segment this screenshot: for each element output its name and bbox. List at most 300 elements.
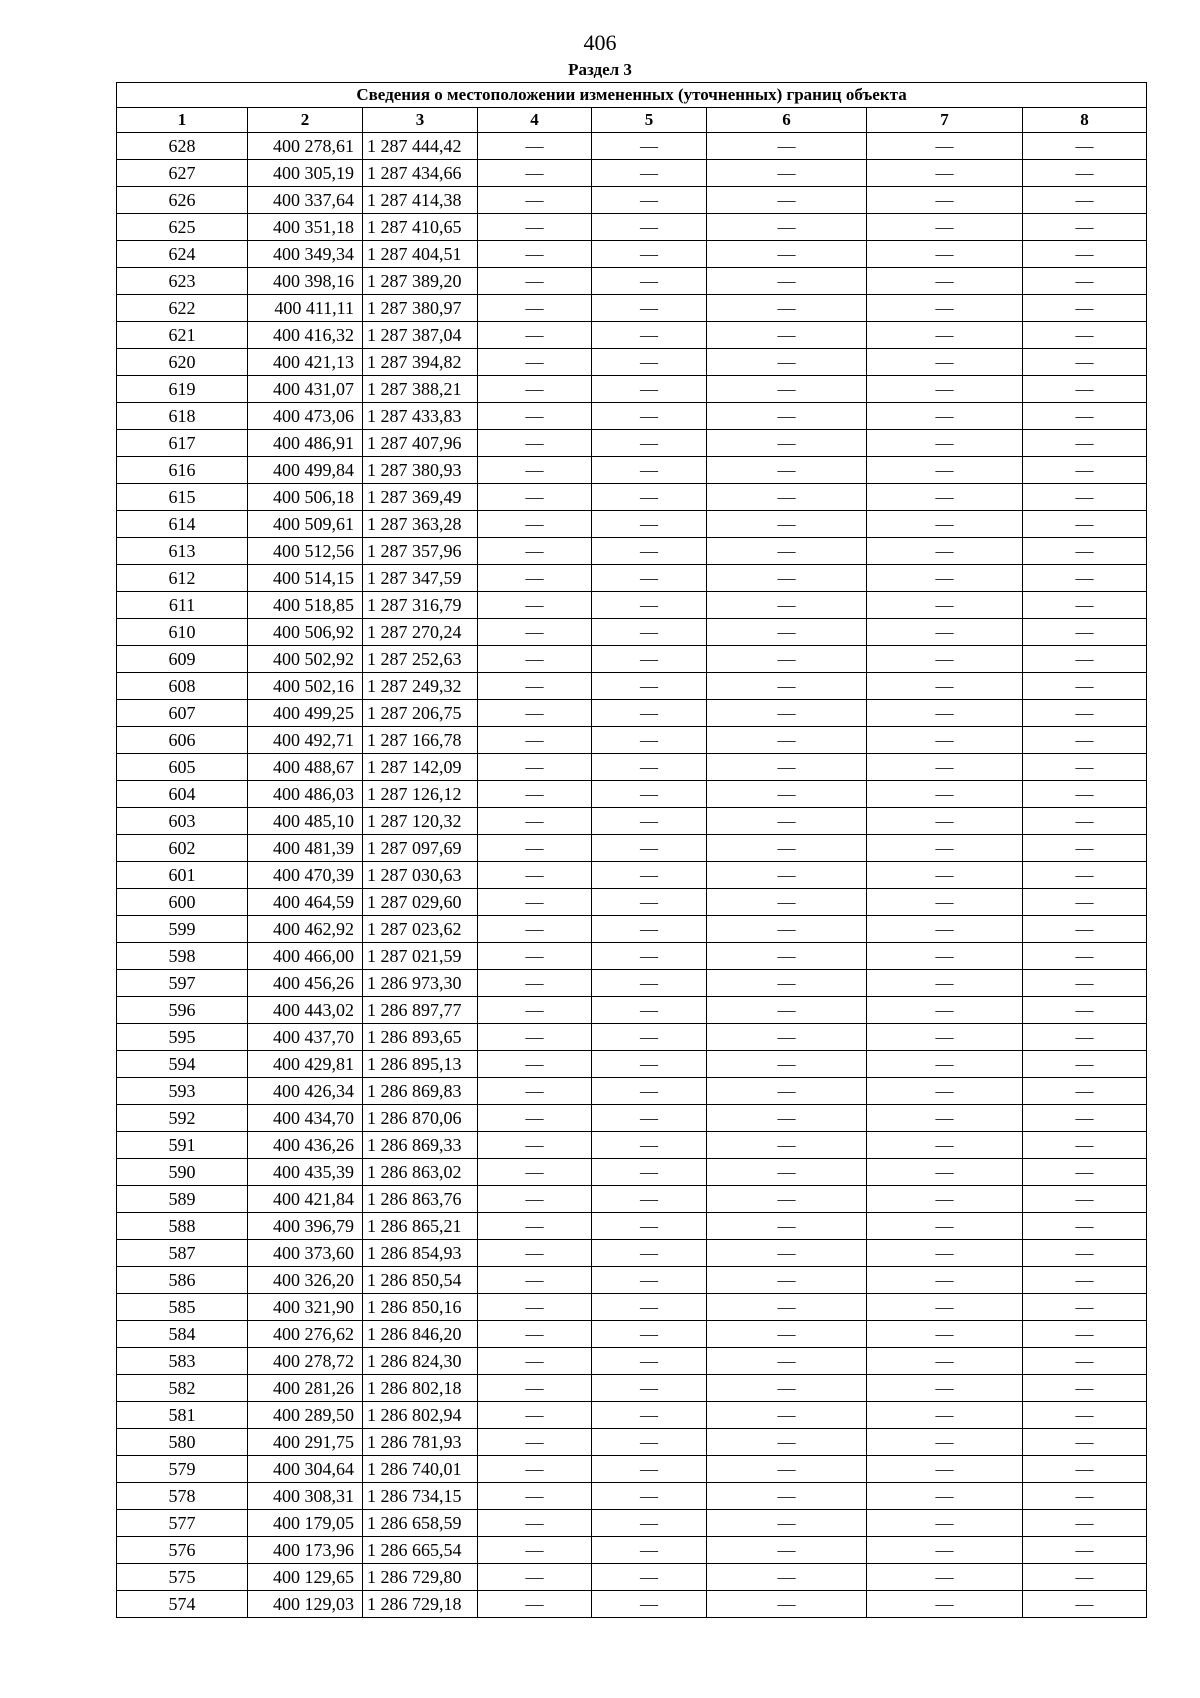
col7-cell: — (867, 1348, 1023, 1375)
col5-cell: — (592, 700, 707, 727)
col7-cell: — (867, 1240, 1023, 1267)
col6-cell: — (707, 1348, 867, 1375)
y-coordinate-cell: 1 286 850,16 (363, 1294, 478, 1321)
point-number-cell: 601 (117, 862, 248, 889)
col7-cell: — (867, 511, 1023, 538)
y-coordinate-cell: 1 286 863,02 (363, 1159, 478, 1186)
column-number: 1 (117, 108, 248, 133)
x-coordinate-cell: 400 326,20 (248, 1267, 363, 1294)
y-coordinate-cell: 1 286 854,93 (363, 1240, 478, 1267)
col7-cell: — (867, 781, 1023, 808)
col4-cell: — (478, 592, 592, 619)
col7-cell: — (867, 295, 1023, 322)
y-coordinate-cell: 1 287 434,66 (363, 160, 478, 187)
point-number-cell: 606 (117, 727, 248, 754)
y-coordinate-cell: 1 287 120,32 (363, 808, 478, 835)
col5-cell: — (592, 565, 707, 592)
table-row (117, 916, 1147, 943)
col5-cell: — (592, 1105, 707, 1132)
table-row (117, 538, 1147, 565)
col6-cell: — (707, 1132, 867, 1159)
col5-cell: — (592, 619, 707, 646)
table-row (117, 1591, 1147, 1618)
col4-cell: — (478, 376, 592, 403)
col7-cell: — (867, 970, 1023, 997)
y-coordinate-cell: 1 287 380,93 (363, 457, 478, 484)
col7-cell: — (867, 1051, 1023, 1078)
x-coordinate-cell: 400 179,05 (248, 1510, 363, 1537)
y-coordinate-cell: 1 286 824,30 (363, 1348, 478, 1375)
y-coordinate-cell: 1 287 357,96 (363, 538, 478, 565)
y-coordinate-cell: 1 287 249,32 (363, 673, 478, 700)
col6-cell: — (707, 1267, 867, 1294)
x-coordinate-cell: 400 466,00 (248, 943, 363, 970)
y-coordinate-cell: 1 287 407,96 (363, 430, 478, 457)
table-row (117, 673, 1147, 700)
col7-cell: — (867, 268, 1023, 295)
table-row (117, 1051, 1147, 1078)
y-coordinate-cell: 1 287 270,24 (363, 619, 478, 646)
col5-cell: — (592, 214, 707, 241)
col4-cell: — (478, 349, 592, 376)
col5-cell: — (592, 1240, 707, 1267)
col6-cell: — (707, 592, 867, 619)
point-number-cell: 587 (117, 1240, 248, 1267)
col6-cell: — (707, 268, 867, 295)
point-number-cell: 598 (117, 943, 248, 970)
x-coordinate-cell: 400 464,59 (248, 889, 363, 916)
y-coordinate-cell: 1 286 781,93 (363, 1429, 478, 1456)
col8-cell: — (1023, 592, 1147, 619)
y-coordinate-cell: 1 286 734,15 (363, 1483, 478, 1510)
col4-cell: — (478, 916, 592, 943)
col5-cell: — (592, 1132, 707, 1159)
col4-cell: — (478, 484, 592, 511)
col7-cell: — (867, 916, 1023, 943)
x-coordinate-cell: 400 509,61 (248, 511, 363, 538)
y-coordinate-cell: 1 287 387,04 (363, 322, 478, 349)
col4-cell: — (478, 970, 592, 997)
point-number-cell: 609 (117, 646, 248, 673)
col5-cell: — (592, 1321, 707, 1348)
y-coordinate-cell: 1 287 347,59 (363, 565, 478, 592)
col6-cell: — (707, 916, 867, 943)
point-number-cell: 618 (117, 403, 248, 430)
col4-cell: — (478, 781, 592, 808)
col4-cell: — (478, 1537, 592, 1564)
col8-cell: — (1023, 376, 1147, 403)
col6-cell: — (707, 1564, 867, 1591)
point-number-cell: 611 (117, 592, 248, 619)
col6-cell: — (707, 646, 867, 673)
col6-cell: — (707, 943, 867, 970)
table-row (117, 349, 1147, 376)
col6-cell: — (707, 1213, 867, 1240)
col7-cell: — (867, 1402, 1023, 1429)
col4-cell: — (478, 160, 592, 187)
point-number-cell: 586 (117, 1267, 248, 1294)
col6-cell: — (707, 1456, 867, 1483)
table-row (117, 376, 1147, 403)
point-number-cell: 576 (117, 1537, 248, 1564)
x-coordinate-cell: 400 129,03 (248, 1591, 363, 1618)
table-row (117, 1078, 1147, 1105)
y-coordinate-cell: 1 287 410,65 (363, 214, 478, 241)
col4-cell: — (478, 835, 592, 862)
x-coordinate-cell: 400 321,90 (248, 1294, 363, 1321)
point-number-cell: 624 (117, 241, 248, 268)
col6-cell: — (707, 1510, 867, 1537)
col8-cell: — (1023, 1348, 1147, 1375)
col7-cell: — (867, 1186, 1023, 1213)
col8-cell: — (1023, 1267, 1147, 1294)
table-row (117, 889, 1147, 916)
col7-cell: — (867, 1078, 1023, 1105)
col7-cell: — (867, 1564, 1023, 1591)
col4-cell: — (478, 727, 592, 754)
col8-cell: — (1023, 349, 1147, 376)
table-row (117, 322, 1147, 349)
col5-cell: — (592, 295, 707, 322)
col6-cell: — (707, 187, 867, 214)
x-coordinate-cell: 400 473,06 (248, 403, 363, 430)
table-row (117, 1024, 1147, 1051)
col6-cell: — (707, 565, 867, 592)
x-coordinate-cell: 400 289,50 (248, 1402, 363, 1429)
col5-cell: — (592, 1591, 707, 1618)
col8-cell: — (1023, 619, 1147, 646)
col4-cell: — (478, 538, 592, 565)
col8-cell: — (1023, 241, 1147, 268)
y-coordinate-cell: 1 287 388,21 (363, 376, 478, 403)
col7-cell: — (867, 214, 1023, 241)
table-row (117, 1294, 1147, 1321)
col7-cell: — (867, 322, 1023, 349)
col7-cell: — (867, 430, 1023, 457)
col7-cell: — (867, 646, 1023, 673)
table-row (117, 133, 1147, 160)
col7-cell: — (867, 997, 1023, 1024)
col8-cell: — (1023, 268, 1147, 295)
point-number-cell: 617 (117, 430, 248, 457)
col6-cell: — (707, 322, 867, 349)
y-coordinate-cell: 1 287 404,51 (363, 241, 478, 268)
point-number-cell: 577 (117, 1510, 248, 1537)
y-coordinate-cell: 1 287 097,69 (363, 835, 478, 862)
col4-cell: — (478, 322, 592, 349)
col7-cell: — (867, 484, 1023, 511)
col8-cell: — (1023, 1537, 1147, 1564)
point-number-cell: 588 (117, 1213, 248, 1240)
col7-cell: — (867, 1429, 1023, 1456)
table-caption-row (117, 83, 1147, 108)
col7-cell: — (867, 727, 1023, 754)
col8-cell: — (1023, 1186, 1147, 1213)
col4-cell: — (478, 1483, 592, 1510)
col5-cell: — (592, 322, 707, 349)
col7-cell: — (867, 1375, 1023, 1402)
col5-cell: — (592, 673, 707, 700)
x-coordinate-cell: 400 416,32 (248, 322, 363, 349)
col5-cell: — (592, 1456, 707, 1483)
col7-cell: — (867, 133, 1023, 160)
col7-cell: — (867, 1483, 1023, 1510)
col4-cell: — (478, 700, 592, 727)
col5-cell: — (592, 538, 707, 565)
col4-cell: — (478, 646, 592, 673)
y-coordinate-cell: 1 287 206,75 (363, 700, 478, 727)
y-coordinate-cell: 1 287 030,63 (363, 862, 478, 889)
col6-cell: — (707, 133, 867, 160)
col5-cell: — (592, 1267, 707, 1294)
col7-cell: — (867, 700, 1023, 727)
x-coordinate-cell: 400 349,34 (248, 241, 363, 268)
col5-cell: — (592, 349, 707, 376)
col6-cell: — (707, 1186, 867, 1213)
point-number-cell: 619 (117, 376, 248, 403)
x-coordinate-cell: 400 506,18 (248, 484, 363, 511)
table-row (117, 592, 1147, 619)
col5-cell: — (592, 727, 707, 754)
y-coordinate-cell: 1 286 729,80 (363, 1564, 478, 1591)
point-number-cell: 595 (117, 1024, 248, 1051)
point-number-cell: 580 (117, 1429, 248, 1456)
col6-cell: — (707, 1024, 867, 1051)
col6-cell: — (707, 727, 867, 754)
x-coordinate-cell: 400 499,25 (248, 700, 363, 727)
col6-cell: — (707, 295, 867, 322)
col7-cell: — (867, 889, 1023, 916)
col7-cell: — (867, 943, 1023, 970)
table-row (117, 484, 1147, 511)
col6-cell: — (707, 808, 867, 835)
col4-cell: — (478, 1267, 592, 1294)
col5-cell: — (592, 943, 707, 970)
col8-cell: — (1023, 700, 1147, 727)
y-coordinate-cell: 1 286 850,54 (363, 1267, 478, 1294)
col4-cell: — (478, 1024, 592, 1051)
x-coordinate-cell: 400 443,02 (248, 997, 363, 1024)
point-number-cell: 600 (117, 889, 248, 916)
col5-cell: — (592, 889, 707, 916)
col8-cell: — (1023, 808, 1147, 835)
col4-cell: — (478, 268, 592, 295)
y-coordinate-cell: 1 287 444,42 (363, 133, 478, 160)
table-row (117, 781, 1147, 808)
col8-cell: — (1023, 403, 1147, 430)
column-number: 5 (592, 108, 707, 133)
col8-cell: — (1023, 322, 1147, 349)
table-row (117, 1429, 1147, 1456)
col5-cell: — (592, 862, 707, 889)
col8-cell: — (1023, 565, 1147, 592)
col8-cell: — (1023, 1078, 1147, 1105)
col6-cell: — (707, 781, 867, 808)
col7-cell: — (867, 754, 1023, 781)
x-coordinate-cell: 400 435,39 (248, 1159, 363, 1186)
col4-cell: — (478, 511, 592, 538)
table-row (117, 1186, 1147, 1213)
col5-cell: — (592, 187, 707, 214)
col4-cell: — (478, 997, 592, 1024)
col5-cell: — (592, 916, 707, 943)
x-coordinate-cell: 400 396,79 (248, 1213, 363, 1240)
col8-cell: — (1023, 1159, 1147, 1186)
x-coordinate-cell: 400 436,26 (248, 1132, 363, 1159)
table-row (117, 646, 1147, 673)
y-coordinate-cell: 1 287 433,83 (363, 403, 478, 430)
x-coordinate-cell: 400 129,65 (248, 1564, 363, 1591)
col8-cell: — (1023, 673, 1147, 700)
col5-cell: — (592, 781, 707, 808)
point-number-cell: 596 (117, 997, 248, 1024)
col6-cell: — (707, 1429, 867, 1456)
col5-cell: — (592, 997, 707, 1024)
col4-cell: — (478, 1105, 592, 1132)
y-coordinate-cell: 1 287 389,20 (363, 268, 478, 295)
col4-cell: — (478, 1429, 592, 1456)
col4-cell: — (478, 808, 592, 835)
col7-cell: — (867, 187, 1023, 214)
col6-cell: — (707, 241, 867, 268)
col5-cell: — (592, 646, 707, 673)
col8-cell: — (1023, 1429, 1147, 1456)
col4-cell: — (478, 430, 592, 457)
col6-cell: — (707, 511, 867, 538)
y-coordinate-cell: 1 286 869,83 (363, 1078, 478, 1105)
col4-cell: — (478, 1051, 592, 1078)
table-row (117, 511, 1147, 538)
y-coordinate-cell: 1 287 126,12 (363, 781, 478, 808)
col8-cell: — (1023, 1483, 1147, 1510)
y-coordinate-cell: 1 287 029,60 (363, 889, 478, 916)
col6-cell: — (707, 160, 867, 187)
col8-cell: — (1023, 997, 1147, 1024)
col4-cell: — (478, 1294, 592, 1321)
x-coordinate-cell: 400 434,70 (248, 1105, 363, 1132)
point-number-cell: 607 (117, 700, 248, 727)
col8-cell: — (1023, 1564, 1147, 1591)
col8-cell: — (1023, 1051, 1147, 1078)
table-row (117, 457, 1147, 484)
col7-cell: — (867, 241, 1023, 268)
point-number-cell: 599 (117, 916, 248, 943)
x-coordinate-cell: 400 506,92 (248, 619, 363, 646)
col5-cell: — (592, 1213, 707, 1240)
x-coordinate-cell: 400 304,64 (248, 1456, 363, 1483)
table-body (117, 133, 1147, 1618)
x-coordinate-cell: 400 486,91 (248, 430, 363, 457)
col6-cell: — (707, 1375, 867, 1402)
point-number-cell: 622 (117, 295, 248, 322)
col8-cell: — (1023, 1591, 1147, 1618)
table-row (117, 1537, 1147, 1564)
table-row (117, 1402, 1147, 1429)
col5-cell: — (592, 430, 707, 457)
col7-cell: — (867, 1159, 1023, 1186)
col6-cell: — (707, 754, 867, 781)
col5-cell: — (592, 376, 707, 403)
table-row (117, 619, 1147, 646)
col8-cell: — (1023, 916, 1147, 943)
col4-cell: — (478, 1510, 592, 1537)
point-number-cell: 627 (117, 160, 248, 187)
point-number-cell: 579 (117, 1456, 248, 1483)
col6-cell: — (707, 1321, 867, 1348)
col4-cell: — (478, 1186, 592, 1213)
col7-cell: — (867, 403, 1023, 430)
col5-cell: — (592, 808, 707, 835)
x-coordinate-cell: 400 278,72 (248, 1348, 363, 1375)
x-coordinate-cell: 400 421,84 (248, 1186, 363, 1213)
point-number-cell: 590 (117, 1159, 248, 1186)
col7-cell: — (867, 1591, 1023, 1618)
x-coordinate-cell: 400 486,03 (248, 781, 363, 808)
col6-cell: — (707, 997, 867, 1024)
col5-cell: — (592, 268, 707, 295)
col5-cell: — (592, 457, 707, 484)
point-number-cell: 581 (117, 1402, 248, 1429)
col7-cell: — (867, 160, 1023, 187)
col4-cell: — (478, 862, 592, 889)
table-row (117, 943, 1147, 970)
col5-cell: — (592, 1078, 707, 1105)
col6-cell: — (707, 970, 867, 997)
col8-cell: — (1023, 1456, 1147, 1483)
col5-cell: — (592, 511, 707, 538)
x-coordinate-cell: 400 421,13 (248, 349, 363, 376)
x-coordinate-cell: 400 429,81 (248, 1051, 363, 1078)
table-row (117, 754, 1147, 781)
table-row (117, 862, 1147, 889)
x-coordinate-cell: 400 492,71 (248, 727, 363, 754)
col4-cell: — (478, 673, 592, 700)
table-row (117, 970, 1147, 997)
y-coordinate-cell: 1 286 870,06 (363, 1105, 478, 1132)
column-number: 6 (707, 108, 867, 133)
x-coordinate-cell: 400 470,39 (248, 862, 363, 889)
col4-cell: — (478, 214, 592, 241)
col5-cell: — (592, 1051, 707, 1078)
col4-cell: — (478, 943, 592, 970)
x-coordinate-cell: 400 437,70 (248, 1024, 363, 1051)
col8-cell: — (1023, 133, 1147, 160)
table-row (117, 1159, 1147, 1186)
table-row (117, 1267, 1147, 1294)
y-coordinate-cell: 1 287 363,28 (363, 511, 478, 538)
col7-cell: — (867, 1213, 1023, 1240)
col6-cell: — (707, 214, 867, 241)
table-row (117, 241, 1147, 268)
col5-cell: — (592, 1024, 707, 1051)
col4-cell: — (478, 754, 592, 781)
point-number-cell: 584 (117, 1321, 248, 1348)
col5-cell: — (592, 1537, 707, 1564)
col6-cell: — (707, 673, 867, 700)
col8-cell: — (1023, 1510, 1147, 1537)
col6-cell: — (707, 1294, 867, 1321)
col4-cell: — (478, 1240, 592, 1267)
col8-cell: — (1023, 889, 1147, 916)
col8-cell: — (1023, 1024, 1147, 1051)
col8-cell: — (1023, 754, 1147, 781)
col4-cell: — (478, 1591, 592, 1618)
point-number-cell: 574 (117, 1591, 248, 1618)
col5-cell: — (592, 241, 707, 268)
point-number-cell: 625 (117, 214, 248, 241)
y-coordinate-cell: 1 286 895,13 (363, 1051, 478, 1078)
col5-cell: — (592, 403, 707, 430)
